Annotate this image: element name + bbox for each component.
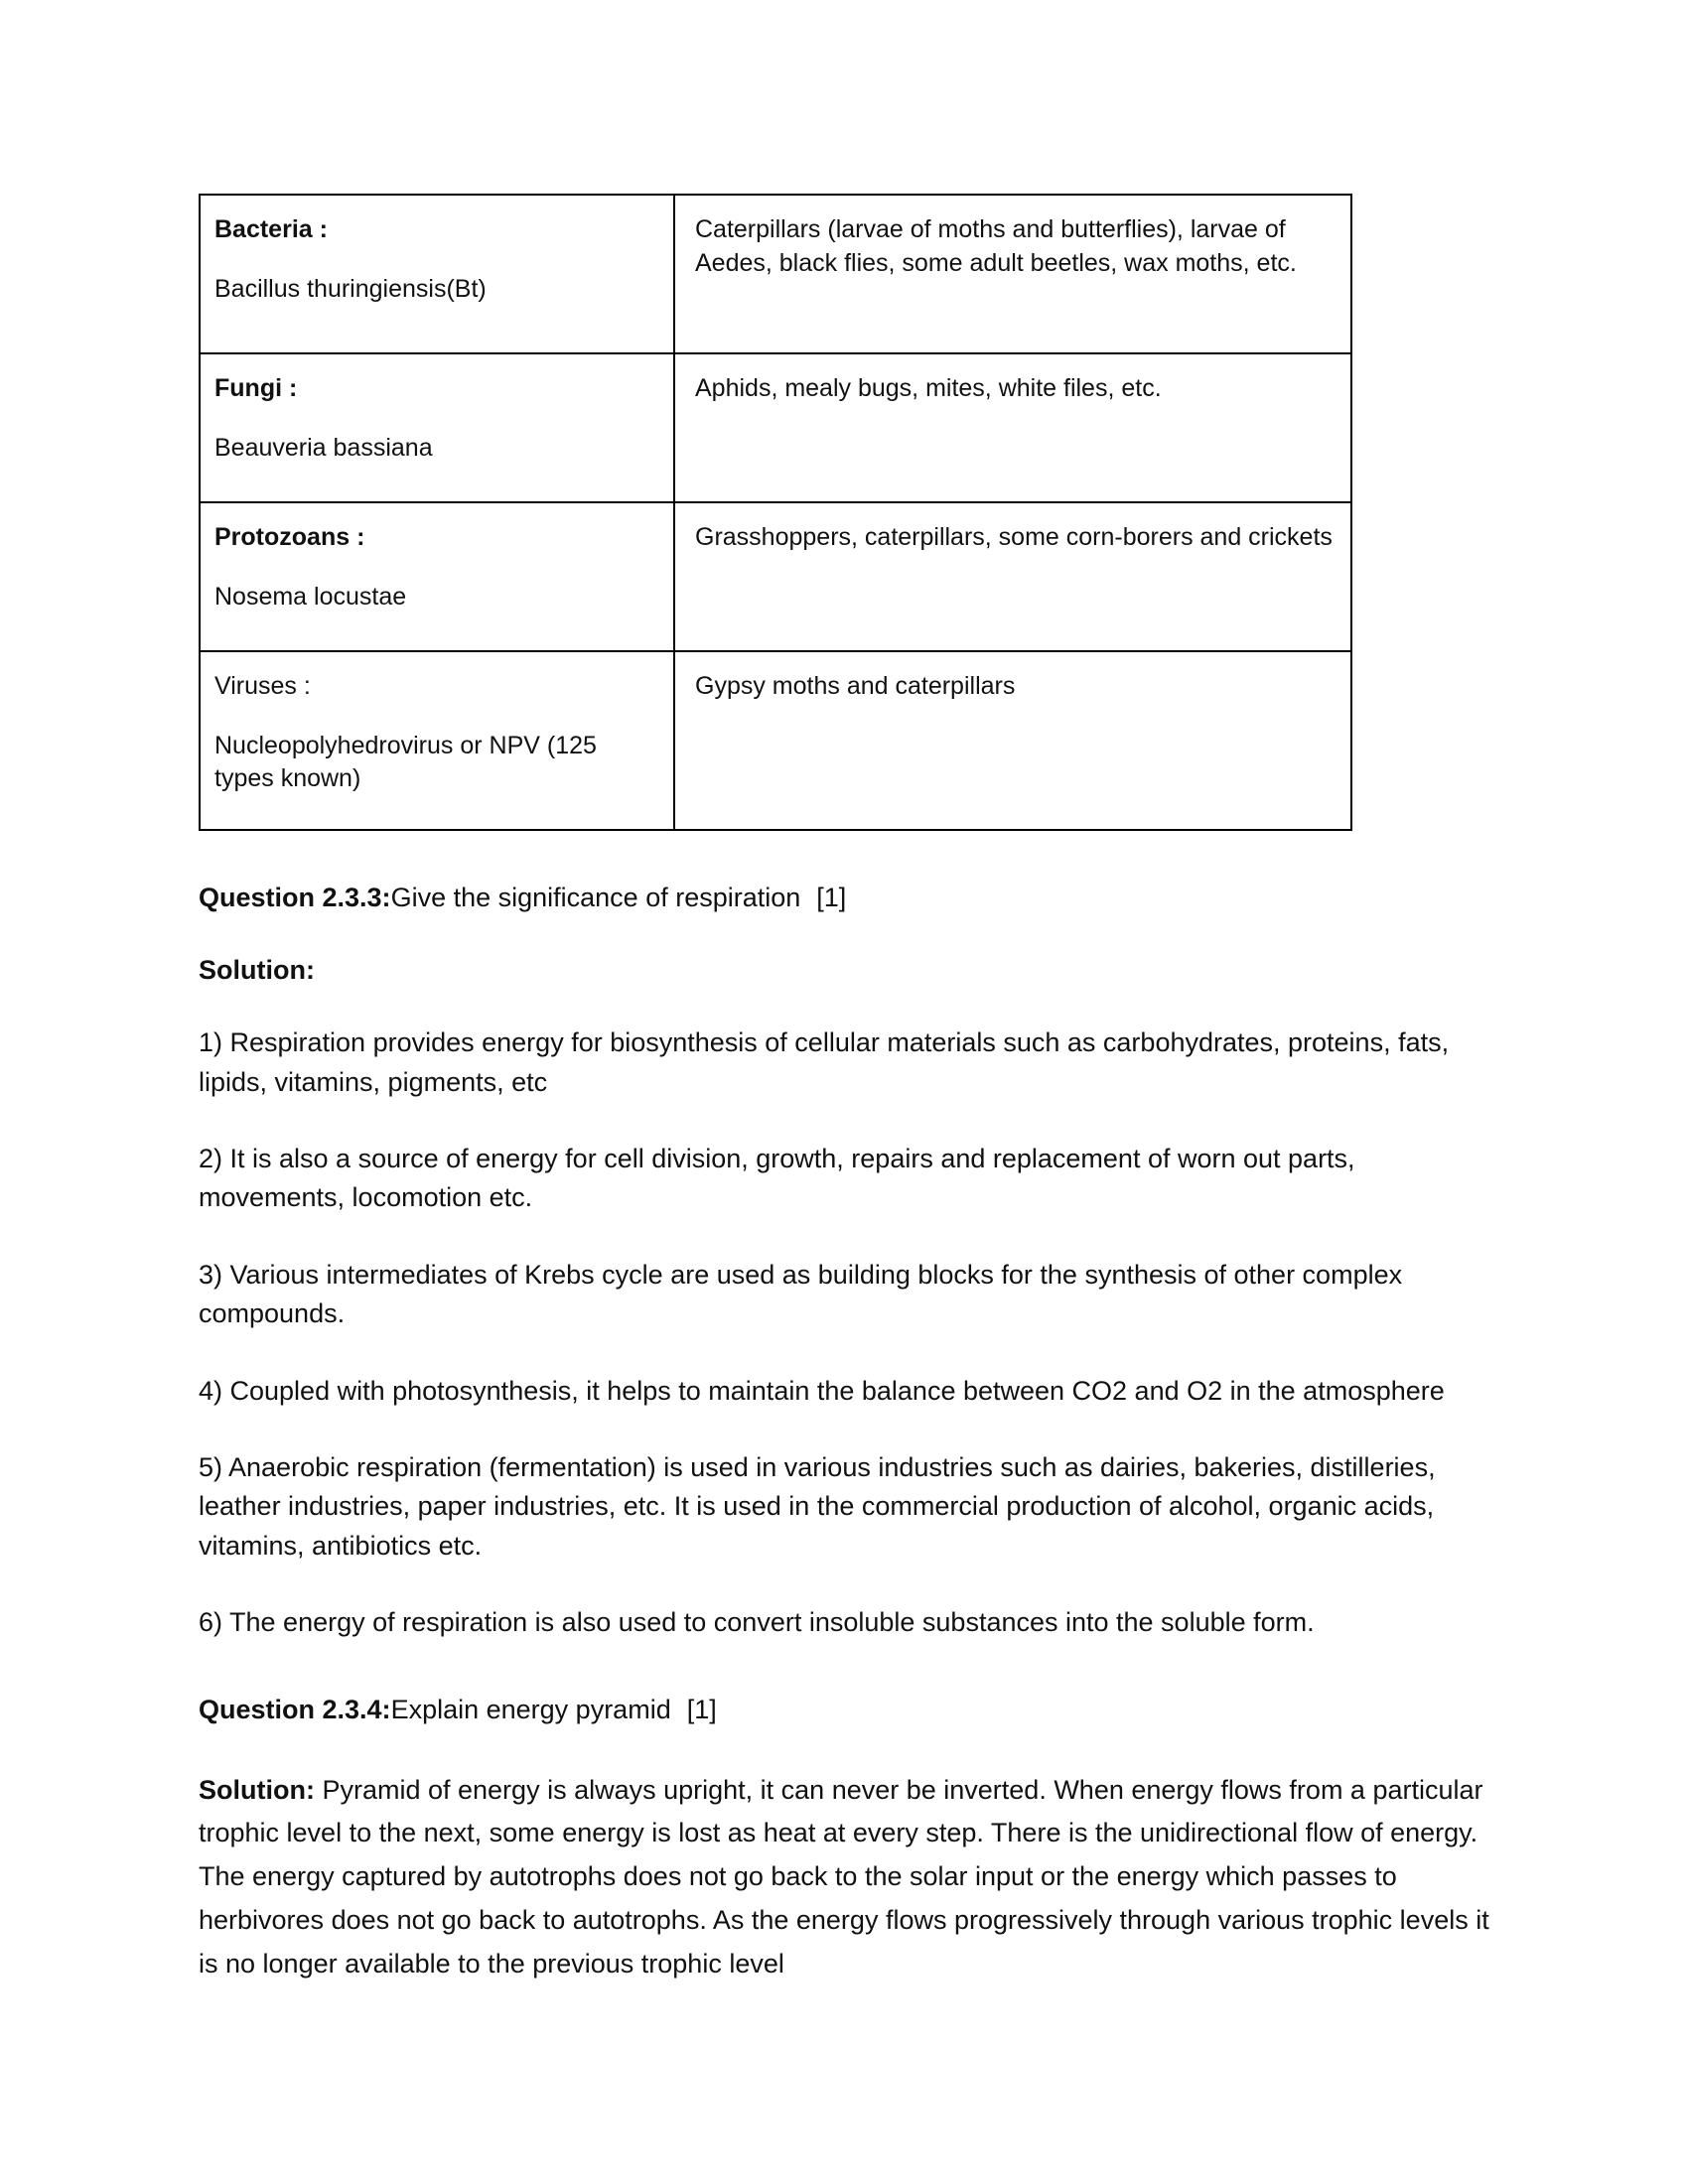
question-233-heading [199, 879, 1489, 917]
solution-233-heading: Solution: [199, 955, 315, 986]
solution-point: 4) Coupled with photosynthesis, it helps to maintain the balance between CO2 and O2 in the atmosphere [199, 1375, 1445, 1406]
table-row [200, 195, 1351, 353]
organism-species: Nosema locustae [214, 582, 407, 611]
table-cell-targets [674, 195, 1351, 353]
question-233-label: Question 2.3.3: [199, 883, 391, 912]
question-233-text: Give the significance of respiration [390, 883, 801, 912]
target-pests: Gypsy moths and caterpillars [695, 672, 1016, 700]
table-row [200, 353, 1351, 502]
solution-point: 1) Respiration provides energy for biosynthesis of cellular materials such as carbohydrates, proteins, fats, lipids, vitamins, pigments, etc [199, 1027, 1450, 1097]
solution-234-label: Solution: [199, 1774, 315, 1805]
table-cell-organism [200, 502, 674, 651]
question-234-marks: [1] [686, 1694, 717, 1724]
question-234-text: Explain energy pyramid [390, 1694, 671, 1724]
document-content [199, 194, 1489, 1985]
solution-point: 2) It is also a source of energy for cell division, growth, repairs and replacement of worn out parts, movements, locomotion etc. [199, 1143, 1355, 1213]
table-cell-targets [674, 502, 1351, 651]
table-cell-organism [200, 353, 674, 502]
organism-species: Bacillus thuringiensis(Bt) [214, 274, 487, 303]
solution-233-points [199, 1024, 1489, 1642]
table-cell-targets [674, 353, 1351, 502]
solution-234-text: Pyramid of energy is always upright, it can never be inverted. When energy flows from a particular trophic level to the next, some energy is lost as heat at every step. There is the unidirectional flow of energy. The energy captured by autotrophs does not go back to the solar input or the energy which passes to herbivores does not go back to autotrophs. As the energy flows progressively through various trophic levels it is no longer available to the previous trophic level [199, 1774, 1489, 1979]
target-pests: Caterpillars (larvae of moths and butterflies), larvae of Aedes, black flies, some adult beetles, wax moths, etc. [695, 215, 1297, 277]
question-234-label: Question 2.3.4: [199, 1694, 391, 1724]
organism-species: Nucleopolyhedrovirus or NPV (125 types known) [214, 731, 597, 792]
solution-point: 3) Various intermediates of Krebs cycle are used as building blocks for the synthesis of other complex compounds. [199, 1259, 1403, 1329]
solution-234-paragraph [199, 1769, 1489, 1986]
question-233-marks: [1] [816, 883, 847, 912]
table-cell-organism [200, 195, 674, 353]
organism-label: Bacteria : [214, 215, 328, 243]
solution-point: 6) The energy of respiration is also used to convert insoluble substances into the soluble form. [199, 1607, 1315, 1638]
table-row [200, 651, 1351, 830]
organism-species: Beauveria bassiana [214, 433, 433, 462]
target-pests: Grasshoppers, caterpillars, some corn-borers and crickets [695, 523, 1333, 551]
target-pests: Aphids, mealy bugs, mites, white files, etc. [695, 374, 1162, 402]
biocontrol-agents-table [199, 194, 1352, 831]
solution-point: 5) Anaerobic respiration (fermentation) is used in various industries such as dairies, bakeries, distilleries, leather industries, paper industries, etc. It is used in the commercial production of alcohol, organic acids, vitamins, antibiotics etc. [199, 1451, 1436, 1561]
organism-label: Protozoans : [214, 523, 365, 551]
table-cell-organism [200, 651, 674, 830]
table-row [200, 502, 1351, 651]
question-234-heading [199, 1691, 1489, 1729]
table-cell-targets [674, 651, 1351, 830]
organism-label: Viruses : [214, 672, 311, 700]
organism-label: Fungi : [214, 374, 298, 402]
